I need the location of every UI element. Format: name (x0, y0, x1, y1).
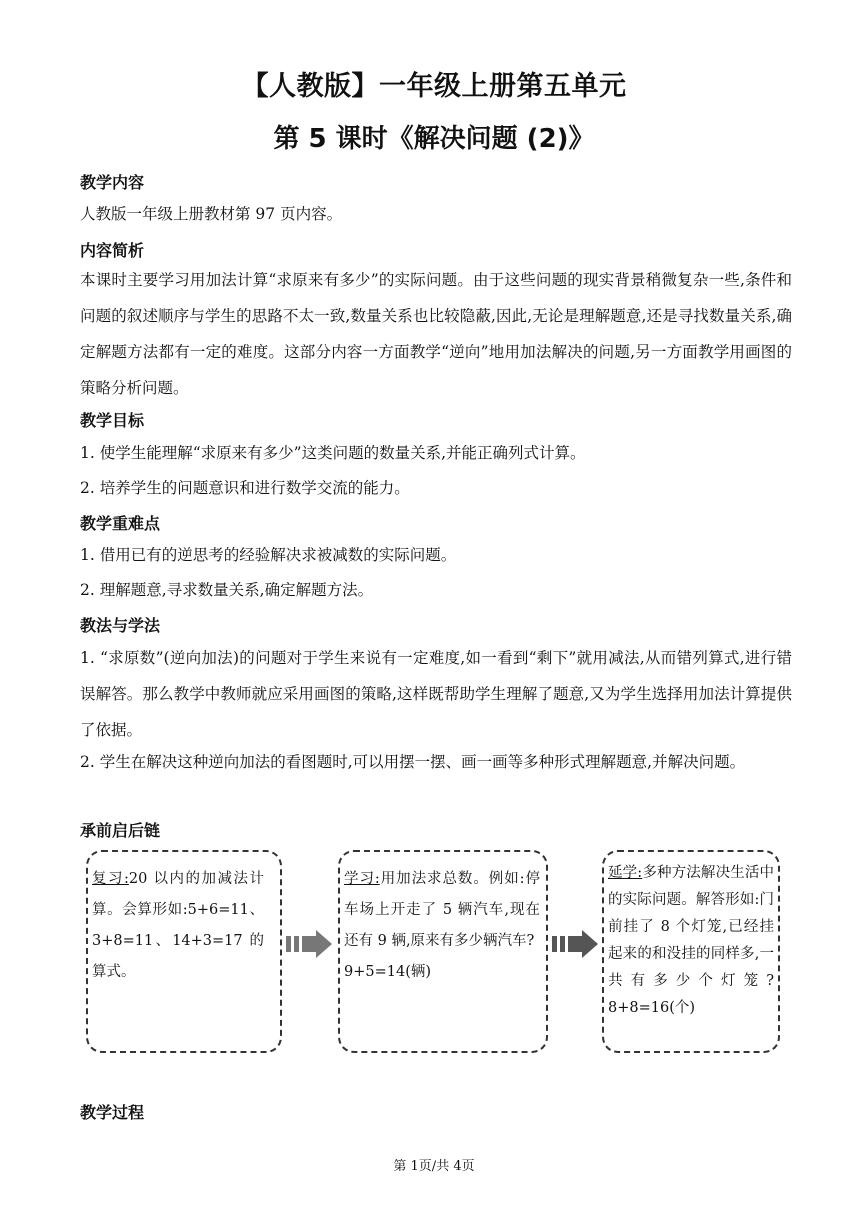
arrow-right-icon (286, 930, 334, 958)
learn-label: 学习: (344, 871, 380, 887)
content-text: 人教版一年级上册教材第 97 页内容。 (80, 205, 343, 223)
section-heading-keypoints: 教学重难点 (80, 514, 161, 533)
analysis-text: 本课时主要学习用加法计算“求原来有多少”的实际问题。由于这些问题的现实背景稍微复杂一些,条件和问题的叙述顺序与学生的思路不太一致,数量关系也比较隐蔽,因此,无论是理解题意,还是寻找数量关系,确定解题方法都有一定的难度。这部分内容一方面教学“逆向”地用加法解决的问题,另一方面教学用画图的策略分析问题。 (80, 271, 792, 397)
learn-text: 用加法求总数。例如:停车场上开走了 5 辆汽车,现在还有 9 辆,原来有多少辆汽车? (344, 871, 540, 949)
learn-formula: 9+5=14(辆) (344, 964, 432, 980)
section-heading-links: 承前启后链 (80, 821, 161, 840)
method-item: 1. “求原数”(逆向加法)的问题对于学生来说有一定难度,如一看到“剩下”就用减法,从而错列算式,进行错误解答。那么教学中教师就应采用画图的策略,这样既帮助学生理解了题意,又为学生选择用加法计算提供了依据。 (80, 649, 792, 739)
goal-item: 1. 使学生能理解“求原来有多少”这类问题的数量关系,并能正确列式计算。 (80, 444, 586, 462)
extend-label: 延学: (608, 865, 643, 881)
review-label: 复习: (92, 871, 129, 887)
page-footer: 第 1页/共 4页 (393, 1159, 475, 1174)
keypoint-item: 1. 借用已有的逆思考的经验解决求被减数的实际问题。 (80, 546, 457, 564)
goal-item: 2. 培养学生的问题意识和进行数学交流的能力。 (80, 479, 410, 497)
section-heading-content: 教学内容 (80, 173, 145, 192)
section-heading-goals: 教学目标 (80, 411, 145, 430)
section-heading-process: 教学过程 (80, 1103, 145, 1122)
review-text: 20 以内的加减法计算。会算形如:5+6=11、3+8=11、14+3=17 的算式。 (92, 871, 265, 980)
section-heading-analysis: 内容简析 (80, 241, 145, 260)
method-item: 2. 学生在解决这种逆向加法的看图题时,可以用摆一摆、画一画等多种形式理解题意,并解决问题。 (80, 753, 746, 771)
keypoint-item: 2. 理解题意,寻求数量关系,确定解题方法。 (80, 581, 374, 599)
lesson-title: 第 5 课时《解决问题 (2)》 (273, 124, 595, 154)
section-heading-methods: 教法与学法 (80, 616, 161, 635)
learn-box-content (344, 864, 540, 988)
extend-box-content (608, 860, 774, 1022)
extend-text: 多种方法解决生活中的实际问题。解答形如:门前挂了 8 个灯笼,已经挂起来的和没挂的同样多,一共有多少个灯笼?8+8=16(个) (608, 865, 775, 1016)
review-box-content (92, 864, 264, 988)
arrow-right-icon (552, 930, 600, 958)
page-title: 【人教版】一年级上册第五单元 (241, 71, 627, 102)
